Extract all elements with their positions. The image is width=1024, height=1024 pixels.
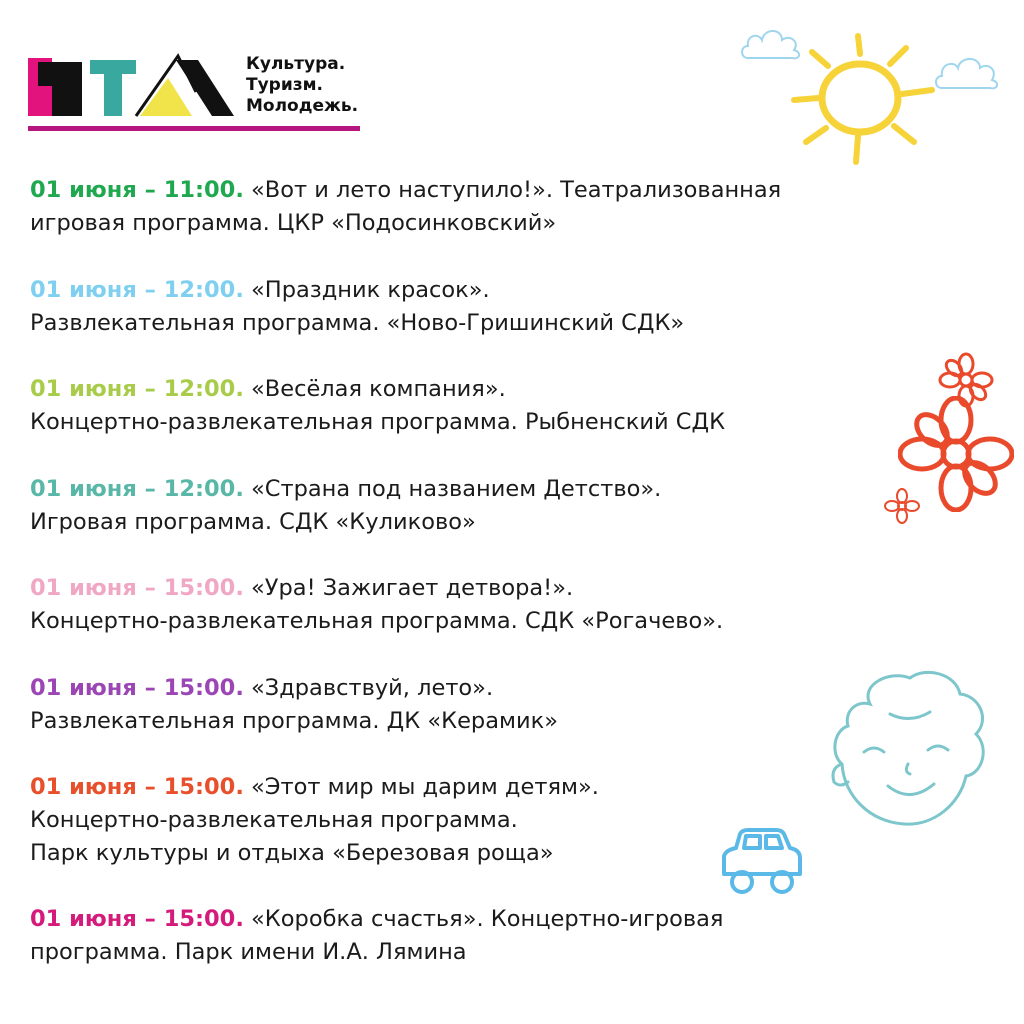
event-item <box>30 373 930 473</box>
event-item <box>30 473 930 573</box>
event-text: Концертно-развлекательная программа. СДК «Рогачево». <box>30 608 724 634</box>
event-text: «Праздник красок». <box>251 276 490 303</box>
event-item <box>30 572 930 672</box>
event-datetime: 01 июня – 11:00. <box>30 177 244 203</box>
brand-line: Молодежь. <box>246 96 359 116</box>
event-item <box>30 903 930 1003</box>
event-item <box>30 672 930 772</box>
event-datetime: 01 июня – 12:00. <box>30 376 244 402</box>
event-text: «Весёлая компания». <box>251 376 506 402</box>
event-item <box>30 771 930 903</box>
brand-line: Культура. <box>246 54 346 74</box>
event-datetime: 01 июня – 15:00. <box>30 906 244 932</box>
sun-icon <box>790 30 940 170</box>
event-datetime: 01 июня – 15:00. <box>30 674 244 701</box>
event-text: Развлекательная программа. ДК «Керамик» <box>30 707 558 734</box>
event-text: Игровая программа. СДК «Куликово» <box>30 508 476 535</box>
event-text: «Коробка счастья». Концертно-игровая <box>251 906 724 932</box>
event-datetime: 01 июня – 15:00. <box>30 774 244 800</box>
event-datetime: 01 июня – 12:00. <box>30 276 244 303</box>
event-text: Концертно-развлекательная программа. <box>30 807 518 833</box>
event-text: «Здравствуй, лето». <box>251 674 494 701</box>
event-datetime: 01 июня – 15:00. <box>30 575 244 601</box>
event-text: программа. Парк имени И.А. Лямина <box>30 939 467 965</box>
cloud-right-icon <box>934 52 1000 94</box>
event-datetime: 01 июня – 12:00. <box>30 475 244 502</box>
event-text: игровая программа. ЦКР «Подосинковский» <box>30 210 557 236</box>
brand-tagline <box>246 54 358 117</box>
logo-mark-icon <box>28 52 238 118</box>
brand-logo <box>28 52 368 136</box>
event-text: Развлекательная программа. «Ново-Гришинский СДК» <box>30 309 685 336</box>
event-text: «Вот и лето наступило!». Театрализованная <box>251 177 782 203</box>
event-text: «Этот мир мы дарим детям». <box>251 774 599 800</box>
event-item <box>30 174 930 274</box>
event-text: Парк культуры и отдыха «Березовая роща» <box>30 840 554 866</box>
logo-underline <box>28 126 360 131</box>
event-text: «Страна под названием Детство». <box>251 475 662 502</box>
event-text: «Ура! Зажигает детвора!». <box>251 575 574 601</box>
events-list <box>30 174 930 1003</box>
event-item <box>30 274 930 374</box>
brand-line: Туризм. <box>246 75 323 95</box>
event-text: Концертно-развлекательная программа. Рыбненский СДК <box>30 409 726 435</box>
